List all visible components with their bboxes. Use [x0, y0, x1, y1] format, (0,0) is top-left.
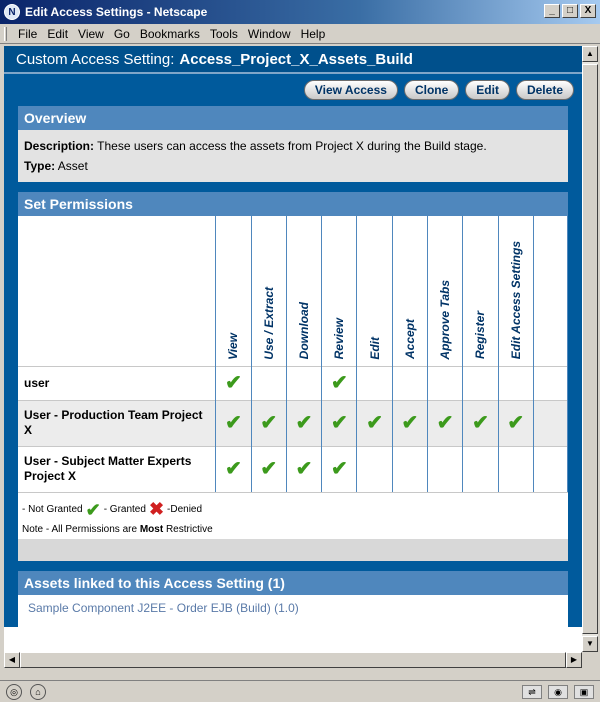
permissions-footer	[18, 539, 568, 561]
permission-cell[interactable]	[322, 366, 357, 400]
menu-view[interactable]: View	[78, 26, 104, 41]
menu-bar	[0, 24, 600, 44]
permission-cell[interactable]	[533, 446, 567, 492]
permission-cell[interactable]	[216, 400, 251, 446]
permissions-note	[22, 524, 564, 535]
check-icon: ✔	[507, 412, 525, 434]
permission-cell[interactable]	[357, 400, 392, 446]
edit-button[interactable]: Edit	[465, 80, 510, 100]
col-label: Use / Extract	[261, 286, 276, 360]
page-header	[4, 46, 582, 74]
page-content	[4, 46, 582, 627]
col-download	[286, 216, 321, 366]
overview-title: Overview	[18, 106, 568, 130]
scroll-up-icon[interactable]: ▲	[582, 46, 598, 62]
description-line	[24, 136, 562, 156]
check-icon: ✔	[436, 412, 454, 434]
permission-cell[interactable]	[357, 446, 392, 492]
user-name: User - Production Team Project X	[18, 400, 216, 446]
eye-icon: ◉	[548, 685, 568, 699]
check-icon: ✔	[295, 412, 313, 434]
permissions-section	[18, 192, 568, 561]
check-icon: ✔	[401, 412, 419, 434]
type-value: Asset	[57, 159, 88, 173]
menu-tools[interactable]: Tools	[209, 26, 238, 41]
denied-x-icon: ✖	[148, 499, 165, 519]
col-label: Accept	[402, 319, 417, 360]
permission-cell[interactable]	[463, 400, 498, 446]
check-icon: ✔	[330, 372, 348, 394]
action-toolbar	[4, 74, 582, 106]
overview-body	[18, 130, 568, 182]
check-icon: ✔	[366, 412, 383, 434]
permission-cell[interactable]	[428, 400, 463, 446]
clone-button[interactable]: Clone	[404, 80, 459, 100]
permission-cell[interactable]	[463, 366, 498, 400]
permission-cell[interactable]	[428, 366, 463, 400]
col-label: Edit Access Settings	[508, 241, 523, 360]
note-bold: Most	[139, 524, 164, 535]
col-label: Edit	[367, 336, 382, 360]
check-icon: ✔	[225, 412, 242, 434]
offline-icon[interactable]: ⌂	[30, 684, 46, 700]
permissions-legend	[18, 492, 568, 539]
scroll-down-icon[interactable]: ▼	[582, 636, 598, 652]
permission-cell[interactable]	[357, 366, 392, 400]
col-use-extract	[251, 216, 286, 366]
check-icon: ✔	[85, 499, 101, 520]
type-line	[24, 156, 562, 176]
user-name: User - Subject Matter Experts Project X	[18, 446, 216, 492]
type-label: Type:	[24, 159, 56, 173]
maximize-button[interactable]: □	[562, 4, 578, 18]
assets-title: Assets linked to this Access Setting (1)	[18, 571, 568, 595]
description-label: Description:	[24, 139, 95, 153]
assets-section	[18, 571, 568, 627]
permission-cell[interactable]	[533, 366, 567, 400]
permission-cell[interactable]	[286, 400, 321, 446]
col-edit-access-settings	[498, 216, 533, 366]
permission-cell[interactable]	[251, 446, 286, 492]
window-controls	[544, 4, 596, 18]
col-edit	[357, 216, 392, 366]
permission-cell[interactable]	[498, 366, 533, 400]
lock-icon: ▣	[574, 685, 594, 699]
permission-cell[interactable]	[392, 446, 427, 492]
menu-window[interactable]: Window	[247, 26, 291, 41]
col-extra	[533, 216, 567, 366]
menu-file[interactable]: File	[18, 26, 38, 41]
netscape-icon: N	[4, 4, 20, 20]
col-label: Review	[332, 318, 347, 360]
legend-granted: - Granted	[103, 504, 146, 515]
check-icon: ✔	[260, 412, 278, 434]
col-approve-tabs	[428, 216, 463, 366]
minimize-button[interactable]: _	[544, 4, 560, 18]
col-review	[322, 216, 357, 366]
check-icon: ✔	[295, 458, 313, 481]
check-icon: ✔	[472, 412, 489, 434]
table-row	[18, 400, 568, 446]
permission-cell[interactable]	[322, 400, 357, 446]
permission-cell[interactable]	[286, 366, 321, 400]
note-prefix: Note - All Permissions are	[22, 524, 138, 535]
col-label: Register	[473, 311, 488, 360]
note-suffix: Restrictive	[165, 524, 213, 535]
scroll-left-icon[interactable]: ◀	[4, 652, 20, 668]
check-icon: ✔	[330, 458, 348, 481]
col-label: View	[226, 332, 241, 360]
check-icon: ✔	[225, 458, 242, 481]
user-column-header	[18, 216, 216, 366]
permission-cell[interactable]	[498, 446, 533, 492]
status-bar	[0, 680, 600, 702]
status-indicators	[522, 685, 594, 699]
col-label: Download	[297, 302, 312, 360]
permission-cell[interactable]	[216, 366, 251, 400]
overview-section	[18, 106, 568, 182]
vertical-scroll-thumb[interactable]	[582, 64, 598, 634]
horizontal-scrollbar[interactable]	[4, 652, 582, 668]
permission-cell[interactable]	[251, 366, 286, 400]
description-text: These users can access the assets from Project X during the Build stage.	[97, 139, 487, 153]
permission-cell[interactable]	[286, 446, 321, 492]
table-row	[18, 366, 568, 400]
check-icon: ✔	[330, 412, 348, 434]
assets-body	[18, 595, 568, 627]
permission-cell[interactable]	[392, 400, 427, 446]
security-icon[interactable]: ◎	[6, 684, 22, 700]
vertical-scrollbar[interactable]	[582, 46, 598, 652]
permission-cell[interactable]	[463, 446, 498, 492]
menu-go[interactable]: Go	[113, 26, 130, 41]
legend-denied: -Denied	[167, 504, 203, 515]
view-access-button[interactable]: View Access	[304, 80, 398, 100]
asset-link[interactable]: Sample Component J2EE - Order EJB (Build) (1.0)	[28, 601, 299, 615]
check-icon: ✔	[225, 372, 242, 394]
menu-edit[interactable]: Edit	[47, 26, 69, 41]
legend-not-granted: - Not Granted	[22, 504, 83, 515]
permissions-table	[18, 216, 568, 492]
close-button[interactable]: X	[580, 4, 596, 18]
col-accept	[392, 216, 427, 366]
header-prefix: Custom Access Setting:	[16, 50, 175, 68]
connection-icon: ⇌	[522, 685, 542, 699]
setting-name: Access_Project_X_Assets_Build	[179, 50, 413, 68]
permission-cell[interactable]	[428, 446, 463, 492]
menu-help[interactable]: Help	[300, 26, 326, 41]
permission-cell[interactable]	[392, 366, 427, 400]
horizontal-scroll-thumb[interactable]	[20, 652, 566, 668]
page-viewport	[4, 46, 582, 652]
check-icon: ✔	[260, 458, 278, 481]
user-name: user	[18, 366, 216, 400]
col-view	[216, 216, 251, 366]
menu-bookmarks[interactable]: Bookmarks	[139, 26, 200, 41]
col-register	[463, 216, 498, 366]
delete-button[interactable]: Delete	[516, 80, 574, 100]
table-row	[18, 446, 568, 492]
permissions-title: Set Permissions	[18, 192, 568, 216]
window-title: Edit Access Settings - Netscape	[25, 5, 208, 19]
col-label: Approve Tabs	[438, 279, 453, 360]
permissions-body	[18, 216, 568, 561]
permission-cell[interactable]	[322, 446, 357, 492]
scroll-right-icon[interactable]: ▶	[566, 652, 582, 668]
permission-cell[interactable]	[216, 446, 251, 492]
window-titlebar	[0, 0, 600, 24]
menu-grip	[4, 27, 7, 41]
permission-cell[interactable]	[251, 400, 286, 446]
permission-cell[interactable]	[498, 400, 533, 446]
permission-cell[interactable]	[533, 400, 567, 446]
